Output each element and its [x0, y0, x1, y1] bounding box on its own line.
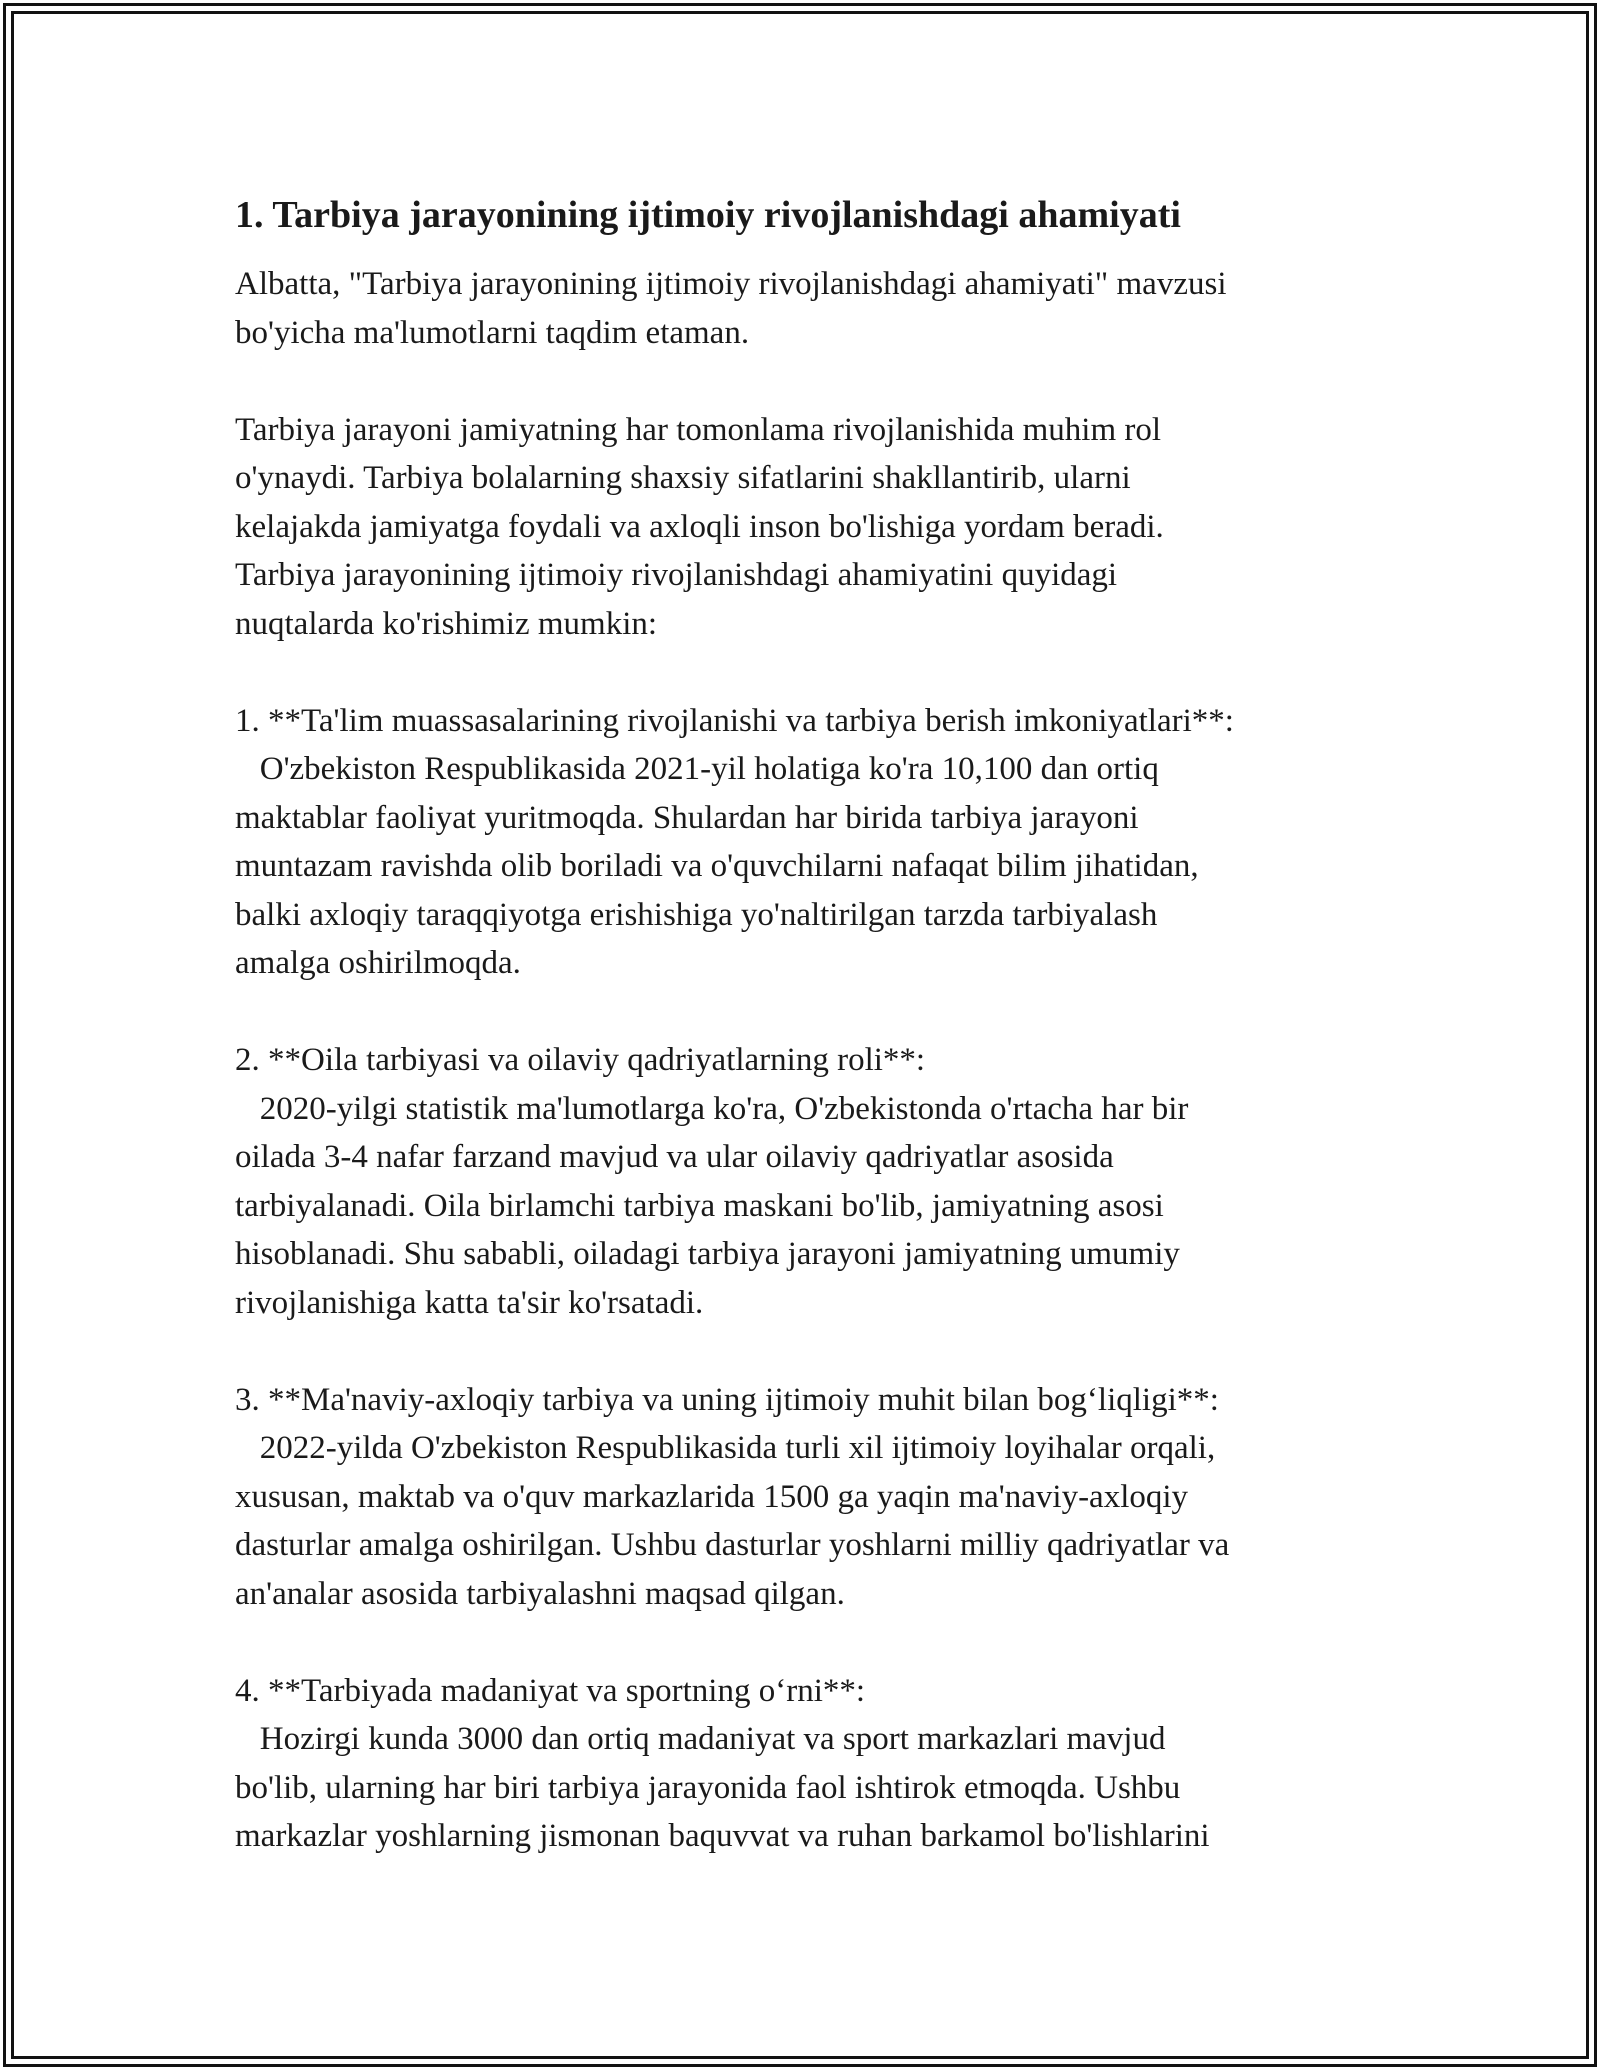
- text-line: xususan, maktab va o'quv markazlarida 1500 ga yaqin ma'naviy-axloqiy: [235, 1478, 1189, 1515]
- text-line: O'zbekiston Respublikasida 2021-yil holatiga ko'ra 10,100 dan ortiq: [235, 751, 1159, 787]
- text-line: an'analar asosida tarbiyalashni maqsad qilgan.: [235, 1575, 845, 1612]
- list-item-2: [235, 1036, 1365, 1327]
- list-item-4: [235, 1667, 1365, 1861]
- text-line: tarbiyalanadi. Oila birlamchi tarbiya maskani bo'lib, jamiyatning asosi: [235, 1187, 1164, 1224]
- text-line: Tarbiya jarayoni jamiyatning har tomonlama rivojlanishida muhim rol: [235, 411, 1162, 448]
- text-line: 2020-yilgi statistik ma'lumotlarga ko'ra, O'zbekistonda o'rtacha har bir: [235, 1090, 1189, 1127]
- text-line: o'ynaydi. Tarbiya bolalarning shaxsiy sifatlarini shakllantirib, ularni: [235, 460, 1131, 496]
- text-line: bo'yicha ma'lumotlarni taqdim etaman.: [235, 314, 750, 351]
- text-line: 3. **Ma'naviy-axloqiy tarbiya va uning ijtimoiy muhit bilan bog‘liqligi**:: [235, 1381, 1219, 1418]
- text-line: 1. **Ta'lim muassasalarining rivojlanishi va tarbiya berish imkoniyatlari**:: [235, 702, 1234, 739]
- intro-paragraph: [235, 260, 1365, 357]
- text-line: markazlar yoshlarning jismonan baquvvat va ruhan barkamol bo'lishlarini: [235, 1818, 1210, 1854]
- list-item-1: [235, 697, 1365, 988]
- text-line: Tarbiya jarayonining ijtimoiy rivojlanishdagi ahamiyatini quyidagi: [235, 557, 1118, 593]
- text-line: amalga oshirilmoqda.: [235, 945, 521, 981]
- text-line: Albatta, "Tarbiya jarayonining ijtimoiy rivojlanishdagi ahamiyati" mavzusi: [235, 266, 1227, 302]
- list-item-3: [235, 1376, 1365, 1619]
- text-line: bo'lib, ularning har biri tarbiya jarayonida faol ishtirok etmoqda. Ushbu: [235, 1769, 1181, 1806]
- text-line: rivojlanishiga katta ta'sir ko'rsatadi.: [235, 1284, 704, 1321]
- document-body: [235, 188, 1365, 1861]
- document-title: 1. Tarbiya jarayonining ijtimoiy rivojlanishdagi ahamiyati: [235, 194, 1181, 236]
- text-line: 4. **Tarbiyada madaniyat va sportning o‘rni**:: [235, 1672, 866, 1709]
- overview-paragraph: [235, 406, 1365, 649]
- text-line: dasturlar amalga oshirilgan. Ushbu dasturlar yoshlarni milliy qadriyatlar va: [235, 1527, 1230, 1563]
- text-line: muntazam ravishda olib boriladi va o'quvchilarni nafaqat bilim jihatidan,: [235, 848, 1199, 884]
- text-line: hisoblanadi. Shu sababli, oiladagi tarbiya jarayoni jamiyatning umumiy: [235, 1236, 1180, 1272]
- text-line: 2022-yilda O'zbekiston Respublikasida turli xil ijtimoiy loyihalar orqali,: [235, 1430, 1216, 1466]
- text-line: nuqtalarda ko'rishimiz mumkin:: [235, 605, 658, 642]
- text-line: 2. **Oila tarbiyasi va oilaviy qadriyatlarning roli**:: [235, 1042, 926, 1078]
- text-line: oilada 3-4 nafar farzand mavjud va ular oilaviy qadriyatlar asosida: [235, 1139, 1114, 1175]
- text-line: balki axloqiy taraqqiyotga erishishiga yo'naltirilgan tarzda tarbiyalash: [235, 896, 1158, 933]
- text-line: Hozirgi kunda 3000 dan ortiq madaniyat va sport markazlari mavjud: [235, 1721, 1166, 1757]
- text-line: maktablar faoliyat yuritmoqda. Shulardan har birida tarbiya jarayoni: [235, 799, 1139, 836]
- text-line: kelajakda jamiyatga foydali va axloqli inson bo'lishiga yordam beradi.: [235, 508, 1164, 545]
